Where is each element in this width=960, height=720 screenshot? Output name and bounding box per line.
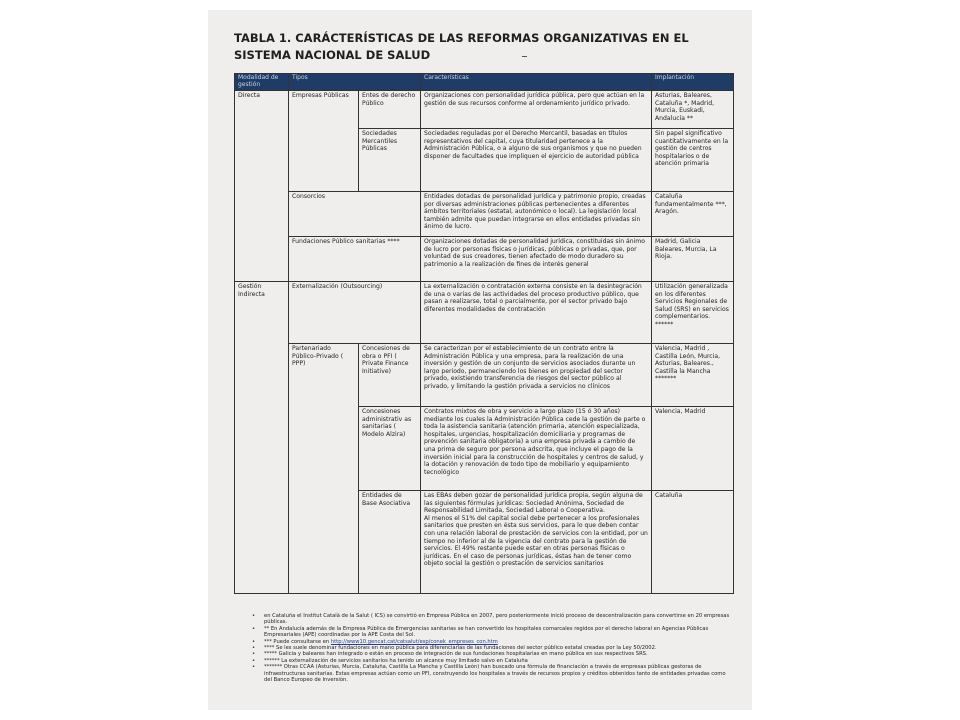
table-row xyxy=(235,91,734,129)
impl-entes: Asturias, Baleares, Cataluña *, Madrid, Murcia, Euskadi, Andalucía ** xyxy=(652,91,734,129)
header-modalidad: Modalidad de gestión xyxy=(235,74,289,91)
footnote: • **** Se les suele denominar fundaciones en mano pública para diferenciarlas de las fundaciones del sector público estatal creadas por la Ley 50/2002. xyxy=(252,645,657,652)
impl-consorcios: Cataluña fundamentalmente ***, Aragón. xyxy=(652,192,734,237)
tipo-externalizacion: Externalización (Outsourcing) xyxy=(289,282,421,344)
table-title: TABLA 1. CARÁCTERÍSTICAS DE LAS REFORMAS ORGANIZATIVAS EN EL SISTEMA NACIONAL DE SALUD xyxy=(234,31,689,62)
header-caracteristicas: Características xyxy=(421,74,652,91)
footnote: • ******* Otras CCAA (Asturias, Murcia, Cataluña, Castilla La Mancha y Castilla León) han buscado una fórmula de financiación a través de empresas públicas gestoras de infraestructuras sanitarias. Estas empresas actúan como un PFI, construyendo los hospitales a través de recursos propios y créditos obtenidos tanto de entidades privadas como del Banco Europeo de Inversión. xyxy=(252,664,726,684)
caract-consorcios: Entidades dotadas de personalidad jurídica y patrimonio propio, creadas por diversas administraciones públicas pertenecientes a diferentes ámbitos territoriales (estatal, autonómico o local). La legislación local también admite que puedan integrarse en ellos entidades privadas sin ánimo de lucro. xyxy=(421,192,652,237)
subtipo-entes: Entes de derecho Público xyxy=(359,91,421,129)
table-row xyxy=(235,192,734,237)
footnote: • ****** La externalización de servicios sanitarios ha tenido un alcance muy limitado salvo en Cataluña xyxy=(252,657,528,664)
footnote: • *** Puede consultarse en http://www10.gencat.cat/catsalut/esp/conek_empreses_con.htm xyxy=(252,638,498,645)
table-header-row xyxy=(235,74,734,91)
impl-pfi: Valencia, Madrid , Castilla León, Murcia, Asturias, Baleares., Castilla la Mancha ******* xyxy=(652,344,734,407)
reforms-table xyxy=(234,73,734,594)
caract-eba-p2: Al menos el 51% del capital social debe pertenecer a los profesionales sanitarios que presten en ésta sus servicios, para lo que deben contar con una relación laboral de prestación de servicios con la entidad, por un tiempo no inferior al de la vigencia del contrato para la gestión de servicios. El 49% restante puede estar en otras personas físicas o jurídicas. En el caso de personas jurídicas, éstas han de tener como objeto social la gestión o prestación de servicios sanitarios xyxy=(424,514,648,568)
modalidad-indirecta: Gestión Indirecta xyxy=(235,282,289,594)
subtipo-pfi: Concesiones de obra o PFI ( Private Finance Initiative) xyxy=(359,344,421,407)
impl-alzira: Valencia, Madrid xyxy=(652,407,734,491)
impl-fundaciones: Madrid, Galicia Baleares, Murcia, La Rioja. xyxy=(652,237,734,282)
footnotes xyxy=(252,613,730,683)
table-row xyxy=(235,344,734,407)
caract-sociedades: Sociedades reguladas por el Derecho Mercantil, basadas en títulos representativos del capital, cuya titularidad pertenece a la Administración Pública, o a alguno de sus organismos y que no pueden disponer de facultades que impliquen el ejercicio de autoridad pública xyxy=(421,129,652,192)
tipo-empresas: Empresas Públicas xyxy=(289,91,359,192)
footnote: • en Cataluña el Institut Català de la Salut ( ICS) se convirtió en Empresa Pública en 2007, pero posteriormente inició proceso de descentralización para convertirse en 20 empresas públicas. xyxy=(252,613,730,626)
caract-fundaciones: Organizaciones dotadas de personalidad jurídica, constituidas sin ánimo de lucro por personas físicas o jurídicas, públicas o privadas, que, por voluntad de sus creadores, tienen afectado de modo duradero su patrimonio a la realización de fines de interés general xyxy=(421,237,652,282)
tipo-consorcios: Consorcios xyxy=(289,192,421,237)
impl-sociedades: Sin papel significativo cuantitativamente en la gestión de centros hospitalarios o de atención primaria xyxy=(652,129,734,192)
caract-eba-p1: Las EBAs deben gozar de personalidad jurídica propia, según alguna de las siguientes fórmulas jurídicas: Sociedad Anónima, Sociedad de Responsabilidad Limitada, Sociedad Laboral o Cooperativa. xyxy=(424,492,643,515)
subtipo-sociedades: Sociedades Mercantiles Públicas xyxy=(359,129,421,192)
table-row xyxy=(235,282,734,344)
header-implantacion: Implantación xyxy=(652,74,734,91)
document-page xyxy=(208,10,752,710)
catsalut-link[interactable]: http://www10.gencat.cat/catsalut/esp/conek_empreses_con.htm xyxy=(330,638,498,645)
tipo-fundaciones: Fundaciones Público sanitarias **** xyxy=(289,237,421,282)
footnote: • ** En Andalucía además de la Empresa Pública de Emergencias sanitarias se han convertido los hospitales comarcales regidos por el derecho laboral en Agencias Públicas Empresariales (APE) coordinadas por la APE Costa del Sol. xyxy=(252,625,709,639)
impl-externalizacion: Utilización generalizada en los diferentes Servicios Regionales de Salud (SRS) en servicios complementarios. ****** xyxy=(652,282,734,344)
caract-eba xyxy=(421,491,652,594)
caract-pfi: Se caracterizan por el establecimiento de un contrato entre la Administración Pública y una empresa, para la realización de una inversión y gestión de un conjunto de servicios asociados durante un largo periodo, permaneciendo los bienes en propiedad del sector privado, existiendo transferencia de riesgos del sector público al privado, y limitando la gestión privada a servicios no clínicos xyxy=(421,344,652,407)
subtipo-eba: Entidades de Base Asociativa xyxy=(359,491,421,594)
table-row xyxy=(235,237,734,282)
subtipo-alzira: Concesiones administrativ as sanitarias ( Modelo Alzira) xyxy=(359,407,421,491)
stray-mark xyxy=(522,56,527,57)
footnote: • ***** Galicia y baleares han integrado o están en proceso de integración de sus fundaciones hospitalarias en mano pública en sus respectivos SRS. xyxy=(252,651,648,658)
caract-entes: Organizaciones con personalidad jurídica pública, pero que actúan en la gestión de sus recursos conforme al ordenamiento jurídico privado. xyxy=(421,91,652,129)
header-tipos: Tipos xyxy=(289,74,421,91)
caract-externalizacion: La externalización o contratación externa consiste en la desintegración de una o varias de las actividades del proceso productivo público, que pasan a realizarse, total o parcialmente, por el sector privado bajo diferentes modalidades de contratación xyxy=(421,282,652,344)
modalidad-directa: Directa xyxy=(235,91,289,282)
impl-eba: Cataluña xyxy=(652,491,734,594)
caract-alzira: Contratos mixtos de obra y servicio a largo plazo (15 ó 30 años) mediante los cuales la Administración Pública cede la gestión de parte o toda la asistencia sanitaria (atención primaria, atención especializada, hospitales, urgencias, hospitalización domiciliaria y programas de prevención sanitaria obligatoria) a una empresa privada a cambio de una prima de seguro por persona adscrita, que incluye el pago de la inversión inicial para la construcción de hospitales y centros de salud, y la dotación y renovación de todo tipo de mobiliario y equipamiento tecnológico xyxy=(421,407,652,491)
tipo-ppp: Partenariado Público-Privado ( PPP) xyxy=(289,344,359,594)
